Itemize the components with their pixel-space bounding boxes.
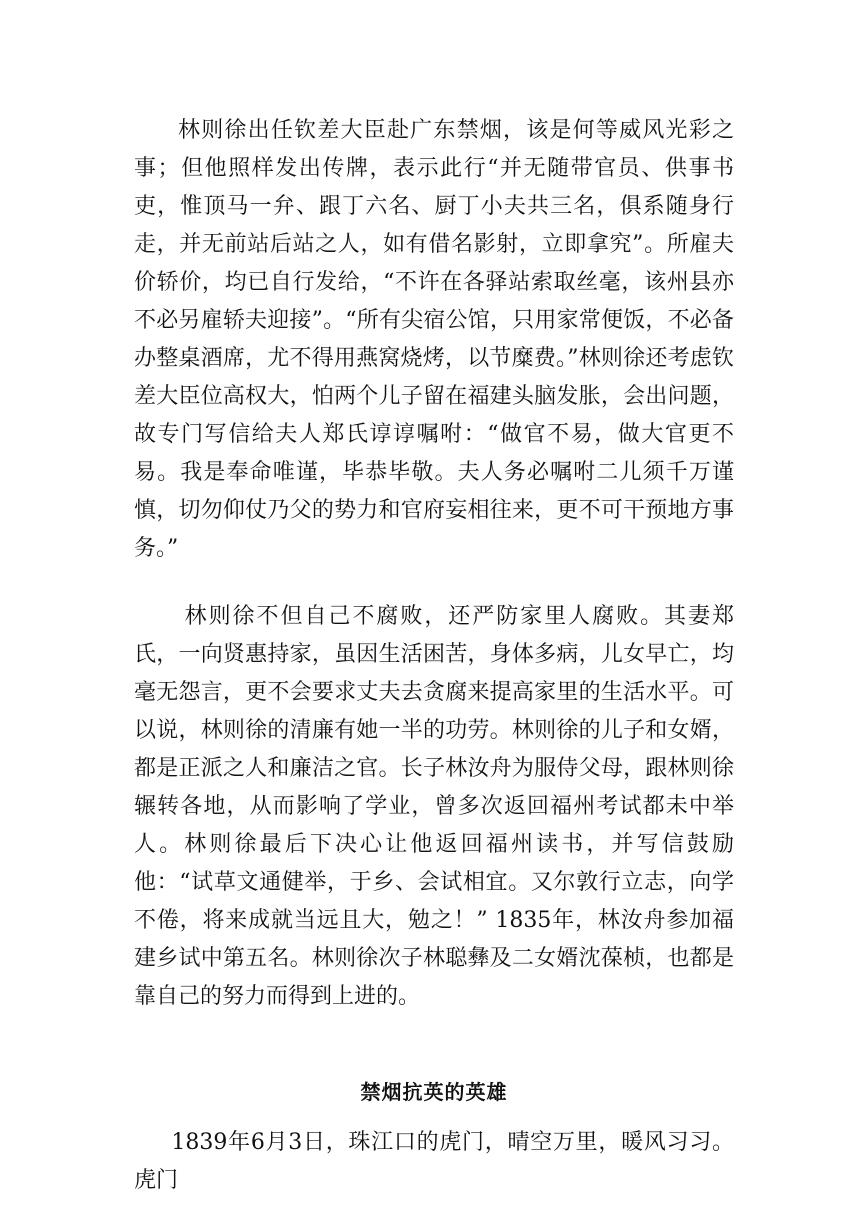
paragraph-lin-zexu-frugality: 林则徐出任钦差大臣赴广东禁烟，该是何等威风光彩之事；但他照样发出传牌，表示此行“并无随带官员、供事书吏，惟顶马一弁、跟丁六名、厨丁小夫共三名，俱系随身行走，并无前站后站之人，如有借名影射，立即拿究”。所雇夫价轿价，均已自行发给，“不许在各驿站索取丝毫，该州县亦不必另雇轿夫迎接”。“所有尖宿公馆，只用家常便饭，不必备办整桌酒席，尤不得用燕窝烧烤，以节糜费。”林则徐还考虑钦差大臣位高权大，怕两个儿子留在福建头脑发胀，会出问题，故专门写信给夫人郑氏谆谆嘱咐：“做官不易，做大官更不易。我是奉命唯谨，毕恭毕敬。夫人务必嘱咐二儿须千万谨慎，切勿仰仗乃父的势力和官府妄相往来，更不可干预地方事务。” — [134, 118, 734, 561]
paragraph-humen-opening: 1839年6月3日，珠江口的虎门，晴空万里，暖风习习。虎门 — [134, 1130, 734, 1193]
document-body — [134, 106, 734, 1200]
paragraph-family-integrity: 林则徐不但自己不腐败，还严防家里人腐败。其妻郑氏，一向贤惠持家，虽因生活困苦，身体多病，儿女早亡，均毫无怨言，更不会要求丈夫去贪腐来提高家里的生活水平。可以说，林则徐的清廉有她一半的功劳。林则徐的儿子和女婿，都是正派之人和廉洁之官。长子林汝舟为服侍父母，跟林则徐辗转各地，从而影响了学业，曾多次返回福州考试都未中举人。林则徐最后下决心让他返回福州读书，并写信鼓励他：“试草文通健举，于乡、会试相宜。又尔敦行立志，向学不倦，将来成就当远且大，勉之！” 1835年，林汝舟参加福建乡试中第五名。林则徐次子林聪彝及二女婿沈葆桢，也都是靠自己的努力而得到上进的。 — [134, 604, 734, 1009]
section-heading: 禁烟抗英的英雄 — [360, 1080, 508, 1104]
